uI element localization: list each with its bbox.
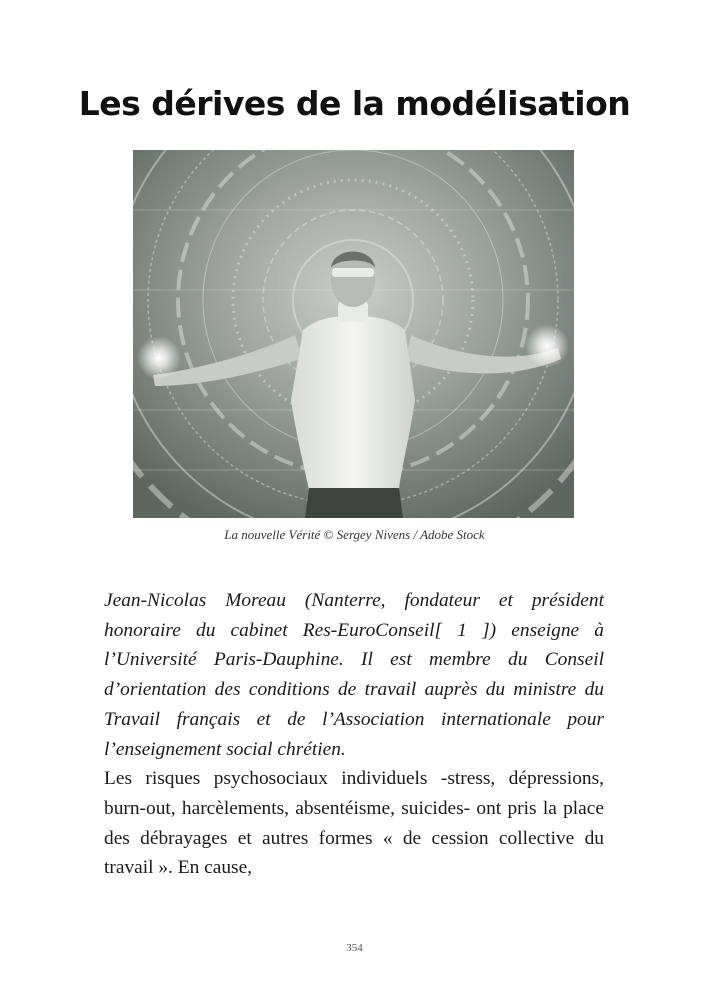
body-paragraph: Les risques psychosociaux individuels -stress, dépressions, burn-out, harcèlements, absentéisme, suicides- ont pris la place des débrayages et autres formes « de cession collective du travail ». En cause, <box>104 768 604 879</box>
page-title: Les dérives de la modélisation <box>78 84 631 123</box>
author-bio-paragraph: Jean-Nicolas Moreau (Nanterre, fondateur et président honoraire du cabinet Res-EuroConseil[ 1 ]) enseigne à l’Université Paris-Dauphine. Il est membre du Conseil d’orientation des conditions de travail auprès du ministre du Travail français et de l’Association internationale pour l’enseignement social chrétien. <box>104 590 604 760</box>
article-photo <box>133 150 574 518</box>
article-body <box>104 586 604 883</box>
photo-caption: La nouvelle Vérité © Sergey Nivens / Adobe Stock <box>224 527 485 542</box>
page-number: 354 <box>346 942 363 954</box>
